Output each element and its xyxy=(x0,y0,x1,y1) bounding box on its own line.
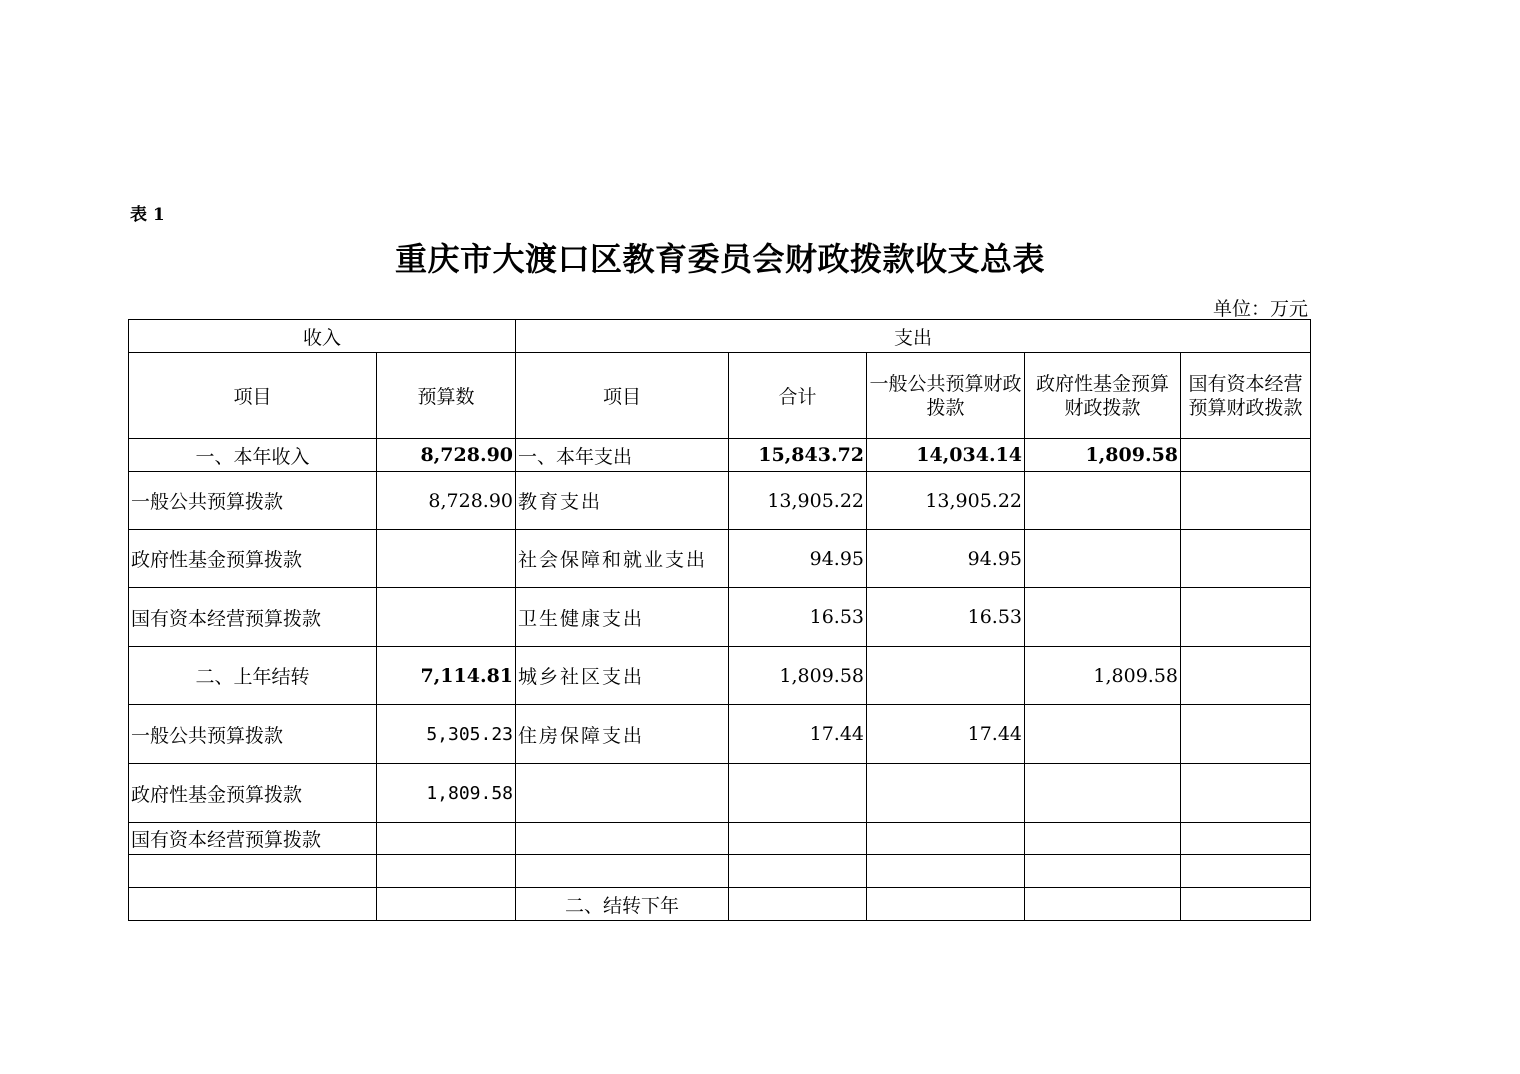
page-title: 重庆市大渡口区教育委员会财政拨款收支总表 xyxy=(394,240,1045,278)
table-row xyxy=(129,588,1311,647)
income-item-cell: 政府性基金预算拨款 xyxy=(129,764,377,823)
state-capital-header: 国有资本经营预算财政拨款 xyxy=(1181,353,1311,439)
table-number: 表 1 xyxy=(130,205,165,225)
budget-summary-table xyxy=(128,319,1311,921)
state-capital-cell xyxy=(1181,530,1311,588)
total-cell: 94.95 xyxy=(729,530,867,588)
table-row xyxy=(129,472,1311,530)
income-budget-cell: 8,728.90 xyxy=(377,472,516,530)
gov-fund-cell xyxy=(1025,472,1181,530)
general-budget-cell: 13,905.22 xyxy=(867,472,1025,530)
income-item-cell: 政府性基金预算拨款 xyxy=(129,530,377,588)
state-capital-cell xyxy=(1181,823,1311,855)
gov-fund-cell xyxy=(1025,855,1181,888)
general-budget-cell: 17.44 xyxy=(867,705,1025,764)
income-budget-cell: 1,809.58 xyxy=(377,764,516,823)
expense-item-cell: 一、本年支出 xyxy=(516,439,729,472)
income-item-cell: 二、上年结转 xyxy=(129,647,377,705)
income-budget-cell xyxy=(377,888,516,921)
total-cell xyxy=(729,823,867,855)
gov-fund-cell xyxy=(1025,530,1181,588)
gov-fund-cell: 1,809.58 xyxy=(1025,647,1181,705)
income-budget-cell xyxy=(377,823,516,855)
income-budget-cell xyxy=(377,855,516,888)
table-row xyxy=(129,823,1311,855)
income-item-cell xyxy=(129,855,377,888)
header-group-row xyxy=(129,320,1311,353)
total-cell: 1,809.58 xyxy=(729,647,867,705)
general-budget-cell xyxy=(867,855,1025,888)
income-item-cell: 国有资本经营预算拨款 xyxy=(129,823,377,855)
income-budget-header: 预算数 xyxy=(377,353,516,439)
general-budget-cell: 16.53 xyxy=(867,588,1025,647)
income-budget-cell xyxy=(377,530,516,588)
expense-item-header: 项目 xyxy=(516,353,729,439)
state-capital-cell xyxy=(1181,588,1311,647)
general-budget-cell: 94.95 xyxy=(867,530,1025,588)
gov-fund-cell xyxy=(1025,764,1181,823)
expense-item-cell xyxy=(516,764,729,823)
total-cell: 17.44 xyxy=(729,705,867,764)
general-budget-cell xyxy=(867,888,1025,921)
general-budget-cell xyxy=(867,823,1025,855)
gov-fund-cell: 1,809.58 xyxy=(1025,439,1181,472)
income-item-cell: 一般公共预算拨款 xyxy=(129,472,377,530)
income-item-cell: 一般公共预算拨款 xyxy=(129,705,377,764)
state-capital-cell xyxy=(1181,705,1311,764)
total-cell: 13,905.22 xyxy=(729,472,867,530)
income-item-cell: 国有资本经营预算拨款 xyxy=(129,588,377,647)
total-header: 合计 xyxy=(729,353,867,439)
state-capital-cell xyxy=(1181,472,1311,530)
state-capital-cell xyxy=(1181,439,1311,472)
expense-item-cell xyxy=(516,855,729,888)
table-row xyxy=(129,888,1311,921)
state-capital-cell xyxy=(1181,855,1311,888)
income-item-cell: 一、本年收入 xyxy=(129,439,377,472)
table-row xyxy=(129,647,1311,705)
expense-item-cell: 二、结转下年 xyxy=(516,888,729,921)
gov-fund-cell xyxy=(1025,588,1181,647)
income-item-header: 项目 xyxy=(129,353,377,439)
table-row xyxy=(129,764,1311,823)
expense-item-cell: 社会保障和就业支出 xyxy=(516,530,729,588)
gov-fund-cell xyxy=(1025,888,1181,921)
income-budget-cell xyxy=(377,588,516,647)
table-row xyxy=(129,439,1311,472)
total-cell xyxy=(729,764,867,823)
expense-item-cell: 住房保障支出 xyxy=(516,705,729,764)
income-item-cell xyxy=(129,888,377,921)
income-budget-cell: 7,114.81 xyxy=(377,647,516,705)
unit-label: 单位：万元 xyxy=(1212,298,1308,320)
gov-fund-header: 政府性基金预算财政拨款 xyxy=(1025,353,1181,439)
header-column-row xyxy=(129,353,1311,439)
general-budget-header: 一般公共预算财政拨款 xyxy=(867,353,1025,439)
general-budget-cell xyxy=(867,764,1025,823)
total-cell: 15,843.72 xyxy=(729,439,867,472)
expense-item-cell: 教育支出 xyxy=(516,472,729,530)
income-budget-cell: 8,728.90 xyxy=(377,439,516,472)
expense-item-cell: 卫生健康支出 xyxy=(516,588,729,647)
expense-item-cell: 城乡社区支出 xyxy=(516,647,729,705)
total-cell xyxy=(729,888,867,921)
state-capital-cell xyxy=(1181,647,1311,705)
gov-fund-cell xyxy=(1025,823,1181,855)
table-row xyxy=(129,530,1311,588)
expense-header: 支出 xyxy=(516,320,1311,353)
gov-fund-cell xyxy=(1025,705,1181,764)
general-budget-cell xyxy=(867,647,1025,705)
total-cell xyxy=(729,855,867,888)
table-row xyxy=(129,855,1311,888)
state-capital-cell xyxy=(1181,764,1311,823)
general-budget-cell: 14,034.14 xyxy=(867,439,1025,472)
total-cell: 16.53 xyxy=(729,588,867,647)
income-header: 收入 xyxy=(129,320,516,353)
state-capital-cell xyxy=(1181,888,1311,921)
table-row xyxy=(129,705,1311,764)
income-budget-cell: 5,305.23 xyxy=(377,705,516,764)
expense-item-cell xyxy=(516,823,729,855)
